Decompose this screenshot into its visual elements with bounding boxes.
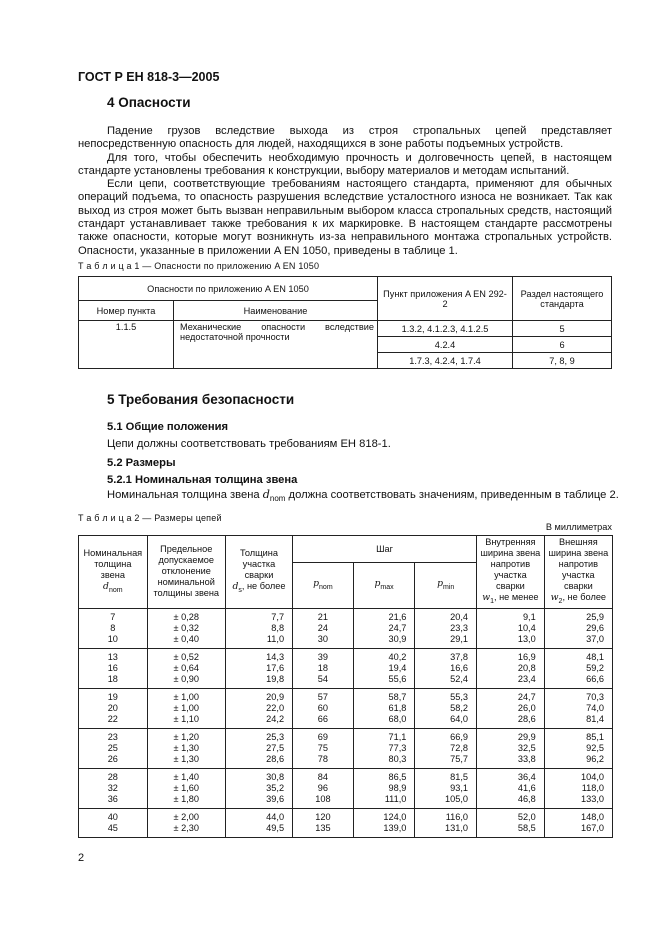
t2-col-inner-suffix: , не менее	[493, 592, 539, 602]
table-value: 13	[107, 651, 118, 662]
table-value: 39	[317, 651, 329, 662]
t2-cell-nominal	[79, 688, 148, 728]
table-value: 70,3	[586, 691, 604, 702]
table-value: 39,6	[266, 793, 285, 804]
t2-cell-weld	[225, 688, 292, 728]
table-value: 93,1	[450, 782, 469, 793]
t1-col-name: Наименование	[174, 301, 378, 321]
t2-cell-outer	[544, 768, 612, 808]
t2-cell-tolerance	[147, 728, 225, 768]
t2-cell-weld	[225, 728, 292, 768]
page-number: 2	[78, 852, 85, 864]
t2-cell-pnom	[293, 768, 354, 808]
table-value: 28	[107, 771, 118, 782]
table-value: 69	[317, 731, 329, 742]
table-value: 40,2	[388, 651, 407, 662]
symbol-subscript: 2	[558, 597, 563, 605]
t2-cell-pmin	[415, 608, 477, 648]
t2-cell-tolerance	[147, 808, 225, 837]
t1-row-name: Механические опасности вследствие недостаточной прочности	[174, 321, 378, 369]
table-value: 54	[317, 673, 329, 684]
table-value: 167,0	[581, 822, 604, 833]
table-value: 124,0	[383, 811, 407, 822]
t1-group-header: Опасности по приложению A EN 1050	[79, 277, 378, 301]
table-value: 148,0	[581, 811, 604, 822]
paragraph: Для того, чтобы обеспечить необходимую прочность и долговечность цепей, в настоящем стандарте установлены требования к конструкции, выбору материалов и методам испытаний.	[78, 151, 612, 177]
table-value: ± 1,60	[173, 782, 199, 793]
t2-col-outer-label: Внешняя ширина звена напротив участка сварки	[548, 537, 609, 591]
table-value: 44,0	[266, 811, 285, 822]
symbol-d: d	[262, 488, 270, 501]
symbol-subscript: min	[443, 583, 455, 591]
table-value: ± 1,40	[173, 771, 199, 782]
table-value: 25,9	[586, 611, 604, 622]
table-value: 20,4	[450, 611, 469, 622]
t2-cell-outer	[544, 608, 612, 648]
t1-row-section: 6	[513, 337, 612, 353]
t2-cell-weld	[225, 648, 292, 688]
table-value: 32,5	[517, 742, 536, 753]
table-value: 20	[107, 702, 118, 713]
table-value: 45	[107, 822, 118, 833]
table-value: 26,0	[517, 702, 536, 713]
table-value: 49,5	[266, 822, 285, 833]
paragraph: Если цепи, соответствующие требованиям настоящего стандарта, применяют для обычных операций подъема, то опасность разрушения вследствие усталостного износа не возникает. Так как выход из строя может быть вызван неправильным выбором класса стропальных средств, настоящий стандарт устанавливает также требования к их маркировке. В настоящем стандарте рассмотрены также опасности, которые могут возникнуть из-за неправильного монтажа стропальных устройств. Опасности, указанные в приложении A EN 1050, приведены в таблице 1.	[78, 178, 612, 257]
t2-col-weld	[225, 536, 292, 609]
table-value: 96	[317, 782, 329, 793]
section-5-2-1-text	[107, 488, 619, 503]
table-value: 108	[315, 793, 331, 804]
table-value: 78	[317, 753, 329, 764]
t2-cell-weld	[225, 768, 292, 808]
section-5-2-1-title: 5.2.1 Номинальная толщина звена	[107, 474, 298, 486]
table-value: 74,0	[586, 702, 604, 713]
table-value: 116,0	[445, 811, 469, 822]
table-value: 52,0	[517, 811, 536, 822]
table-value: 105,0	[445, 793, 469, 804]
t2-col-outer-suffix: , не более	[562, 592, 607, 602]
t2-cell-pmax	[353, 648, 415, 688]
t2-col-nominal	[79, 536, 148, 609]
table-value: 24	[317, 622, 329, 633]
table-2	[78, 535, 613, 838]
t2-cell-pmin	[415, 688, 477, 728]
t2-cell-inner	[477, 688, 545, 728]
table-value: 92,5	[586, 742, 604, 753]
table-value: 25,3	[266, 731, 285, 742]
t1-col-number: Номер пункта	[79, 301, 174, 321]
table-2-caption: Т а б л и ц а 2 — Размеры цепей	[78, 513, 222, 523]
table-row	[79, 808, 613, 837]
t2-cell-inner	[477, 728, 545, 768]
t2-cell-tolerance	[147, 648, 225, 688]
t2-cell-pmax	[353, 688, 415, 728]
t2-cell-pnom	[293, 728, 354, 768]
t2-cell-outer	[544, 808, 612, 837]
table-value: 13,0	[517, 633, 536, 644]
symbol-p: p	[313, 578, 320, 590]
table-value: ± 0,52	[173, 651, 199, 662]
t1-row-clause: 1.7.3, 4.2.4, 1.7.4	[378, 353, 513, 369]
table-value: 64,0	[450, 713, 469, 724]
table-value: 19,8	[266, 673, 285, 684]
table-value: 37,0	[586, 633, 604, 644]
table-value: 21	[317, 611, 329, 622]
table-value: 52,4	[450, 673, 469, 684]
t1-row-section: 5	[513, 321, 612, 337]
table-value: 23,3	[450, 622, 469, 633]
t1-row-clause: 4.2.4	[378, 337, 513, 353]
t1-col-section: Раздел настоящего стандарта	[513, 277, 612, 321]
table-value: 72,8	[450, 742, 469, 753]
table-value: 25	[107, 742, 118, 753]
table-value: 19	[107, 691, 118, 702]
t2-col-nominal-label: Номинальная толщина звена	[83, 548, 143, 580]
table-value: 14,3	[266, 651, 285, 662]
table-value: 98,9	[388, 782, 407, 793]
symbol-subscript: nom	[108, 586, 123, 594]
table-value: 16,9	[517, 651, 536, 662]
symbol-subscript: 1	[490, 597, 494, 605]
table-value: 66	[317, 713, 329, 724]
document-header: ГОСТ Р ЕН 818-3—2005	[78, 70, 220, 84]
table-row	[79, 648, 613, 688]
table-value: 20,8	[517, 662, 536, 673]
table-value: 24,7	[388, 622, 407, 633]
t1-col-clause: Пункт приложения A EN 292-2	[378, 277, 513, 321]
table-value: 16,6	[450, 662, 469, 673]
t2-col-outer	[544, 536, 612, 609]
symbol-w: w	[482, 592, 491, 603]
t2-cell-inner	[477, 768, 545, 808]
table-value: 24,2	[266, 713, 285, 724]
table-1	[78, 276, 612, 369]
table-value: 19,4	[388, 662, 407, 673]
table-value: 48,1	[586, 651, 604, 662]
t2-cell-nominal	[79, 808, 148, 837]
table-value: 32	[107, 782, 118, 793]
table-value: 68,0	[388, 713, 407, 724]
table-value: 9,1	[522, 611, 536, 622]
symbol-d: d	[103, 581, 109, 592]
text-fragment: должна соответствовать значениям, приведенным в таблице 2.	[285, 489, 619, 501]
t2-col-pnom	[293, 563, 354, 609]
t2-cell-nominal	[79, 768, 148, 808]
table-value: ± 2,30	[173, 822, 199, 833]
table-row	[79, 728, 613, 768]
table-value: 17,6	[266, 662, 285, 673]
t2-col-pmin	[415, 563, 477, 609]
table-value: 55,3	[450, 691, 469, 702]
units-note: В миллиметрах	[545, 522, 612, 532]
table-value: ± 0,64	[173, 662, 199, 673]
table-value: 139,0	[383, 822, 407, 833]
t2-cell-pmax	[353, 808, 415, 837]
t2-cell-nominal	[79, 648, 148, 688]
table-value: 29,6	[586, 622, 604, 633]
table-value: 16	[107, 662, 118, 673]
symbol-subscript: nom	[319, 583, 333, 591]
t2-cell-pmin	[415, 648, 477, 688]
table-value: ± 1,00	[173, 702, 199, 713]
t2-cell-nominal	[79, 728, 148, 768]
table-value: 27,5	[266, 742, 285, 753]
table-value: 8	[110, 622, 116, 633]
t2-col-inner	[477, 536, 545, 609]
table-value: 10,4	[517, 622, 536, 633]
t2-cell-pmax	[353, 608, 415, 648]
table-value: 29,1	[450, 633, 469, 644]
table-value: ± 1,20	[173, 731, 199, 742]
table-value: ± 0,32	[173, 622, 199, 633]
table-value: 71,1	[388, 731, 407, 742]
symbol-w: w	[550, 592, 559, 603]
section-5-title: 5 Требования безопасности	[107, 392, 295, 407]
t1-row-number: 1.1.5	[79, 321, 174, 369]
t2-col-pmax	[353, 563, 415, 609]
table-value: 40	[107, 811, 118, 822]
t2-cell-tolerance	[147, 768, 225, 808]
table-value: 30,9	[388, 633, 407, 644]
table-value: 8,8	[271, 622, 285, 633]
table-row	[79, 688, 613, 728]
section-4-title: 4 Опасности	[107, 95, 191, 110]
table-row	[79, 608, 613, 648]
table-value: 11,0	[266, 633, 285, 644]
table-value: 29,9	[517, 731, 536, 742]
table-value: 57	[317, 691, 329, 702]
t2-cell-pmin	[415, 728, 477, 768]
table-value: 10	[107, 633, 118, 644]
table-value: 80,3	[388, 753, 407, 764]
t2-cell-tolerance	[147, 608, 225, 648]
table-value: 131,0	[445, 822, 469, 833]
t2-col-tolerance: Предельное допускаемое отклонение номинальной толщины звена	[147, 536, 225, 609]
table-value: 24,7	[517, 691, 536, 702]
table-value: 22	[107, 713, 118, 724]
t2-cell-tolerance	[147, 688, 225, 728]
table-1-caption: Т а б л и ц а 1 — Опасности по приложению A EN 1050	[78, 261, 320, 271]
table-value: ± 1,30	[173, 753, 199, 764]
table-value: 18	[107, 673, 118, 684]
table-value: 28,6	[517, 713, 536, 724]
table-value: 36,4	[517, 771, 536, 782]
table-value: 35,2	[266, 782, 285, 793]
t2-col-inner-label: Внутренняя ширина звена напротив участка сварки	[480, 537, 541, 591]
table-value: 66,9	[450, 731, 469, 742]
t2-cell-pnom	[293, 808, 354, 837]
table-value: 85,1	[586, 731, 604, 742]
t2-cell-outer	[544, 648, 612, 688]
symbol-subscript: s	[238, 586, 242, 594]
table-value: ± 1,00	[173, 691, 199, 702]
table-value: 46,8	[517, 793, 536, 804]
table-value: 21,6	[388, 611, 407, 622]
table-value: 7	[110, 611, 116, 622]
t2-cell-outer	[544, 728, 612, 768]
text-fragment: Номинальная толщина звена	[107, 489, 263, 501]
t2-cell-weld	[225, 608, 292, 648]
table-value: 20,9	[266, 691, 285, 702]
t2-cell-outer	[544, 688, 612, 728]
table-value: 23	[107, 731, 118, 742]
table-value: 77,3	[388, 742, 407, 753]
t2-col-weld-label: Толщина участка сварки	[239, 548, 278, 580]
t2-cell-inner	[477, 808, 545, 837]
symbol-p: p	[437, 578, 444, 590]
section-5-1-title: 5.1 Общие положения	[107, 421, 229, 433]
t2-cell-pmax	[353, 768, 415, 808]
table-value: ± 1,30	[173, 742, 199, 753]
table-value: 61,8	[388, 702, 407, 713]
table-value: 18	[317, 662, 329, 673]
table-value: 96,2	[586, 753, 604, 764]
t1-row-clause: 1.3.2, 4.1.2.3, 4.1.2.5	[378, 321, 513, 337]
table-value: 104,0	[581, 771, 604, 782]
table-value: 84	[317, 771, 329, 782]
table-value: 28,6	[266, 753, 285, 764]
table-row	[79, 768, 613, 808]
symbol-subscript: max	[380, 583, 394, 591]
table-value: 111,0	[384, 793, 407, 804]
table-value: 26	[107, 753, 118, 764]
table-value: 86,5	[388, 771, 407, 782]
table-value: ± 1,10	[173, 713, 199, 724]
table-value: 59,2	[586, 662, 604, 673]
t2-cell-pmin	[415, 768, 477, 808]
table-value: 58,2	[450, 702, 469, 713]
table-value: 30	[317, 633, 329, 644]
table-value: 75	[317, 742, 329, 753]
table-value: 33,8	[517, 753, 536, 764]
table-value: 7,7	[271, 611, 285, 622]
table-value: ± 0,28	[173, 611, 199, 622]
table-value: 55,6	[388, 673, 407, 684]
table-value: 23,4	[517, 673, 536, 684]
t2-cell-weld	[225, 808, 292, 837]
section-5-1-text: Цепи должны соответствовать требованиям ЕН 818-1.	[107, 438, 391, 450]
table-value: ± 1,80	[173, 793, 199, 804]
table-value: 81,5	[450, 771, 469, 782]
table-value: ± 0,90	[173, 673, 199, 684]
table-value: 22,0	[266, 702, 285, 713]
table-value: 58,5	[517, 822, 536, 833]
symbol-subscript: nom	[269, 494, 286, 504]
table-value: 36	[107, 793, 118, 804]
paragraph: Падение грузов вследствие выхода из строя стропальных цепей представляет непосредственную опасность для людей, находящихся в зоне работы подъемных устройств.	[78, 125, 612, 151]
t2-cell-inner	[477, 608, 545, 648]
table-value: 30,8	[266, 771, 285, 782]
t2-cell-pmax	[353, 728, 415, 768]
table-value: 66,6	[586, 673, 604, 684]
table-value: 37,8	[450, 651, 469, 662]
t2-cell-nominal	[79, 608, 148, 648]
table-value: 133,0	[581, 793, 604, 804]
t2-cell-pnom	[293, 608, 354, 648]
symbol-d: d	[232, 581, 239, 592]
table-value: 81,4	[586, 713, 604, 724]
t2-col-pitch: Шаг	[293, 536, 477, 563]
t1-row-section: 7, 8, 9	[513, 353, 612, 369]
t2-col-weld-suffix: , не более	[241, 581, 286, 591]
t2-cell-pnom	[293, 688, 354, 728]
table-value: 58,7	[388, 691, 407, 702]
symbol-p: p	[374, 578, 381, 590]
table-value: 75,7	[450, 753, 469, 764]
t2-cell-pmin	[415, 808, 477, 837]
table-value: 41,6	[517, 782, 536, 793]
table-value: 118,0	[581, 782, 604, 793]
section-4-body	[78, 125, 612, 258]
t2-cell-inner	[477, 648, 545, 688]
t2-cell-pnom	[293, 648, 354, 688]
table-value: 120	[315, 811, 331, 822]
table-value: 135	[315, 822, 331, 833]
section-5-2-title: 5.2 Размеры	[107, 457, 176, 469]
table-value: ± 0,40	[173, 633, 199, 644]
table-value: 60	[317, 702, 329, 713]
table-value: ± 2,00	[173, 811, 199, 822]
